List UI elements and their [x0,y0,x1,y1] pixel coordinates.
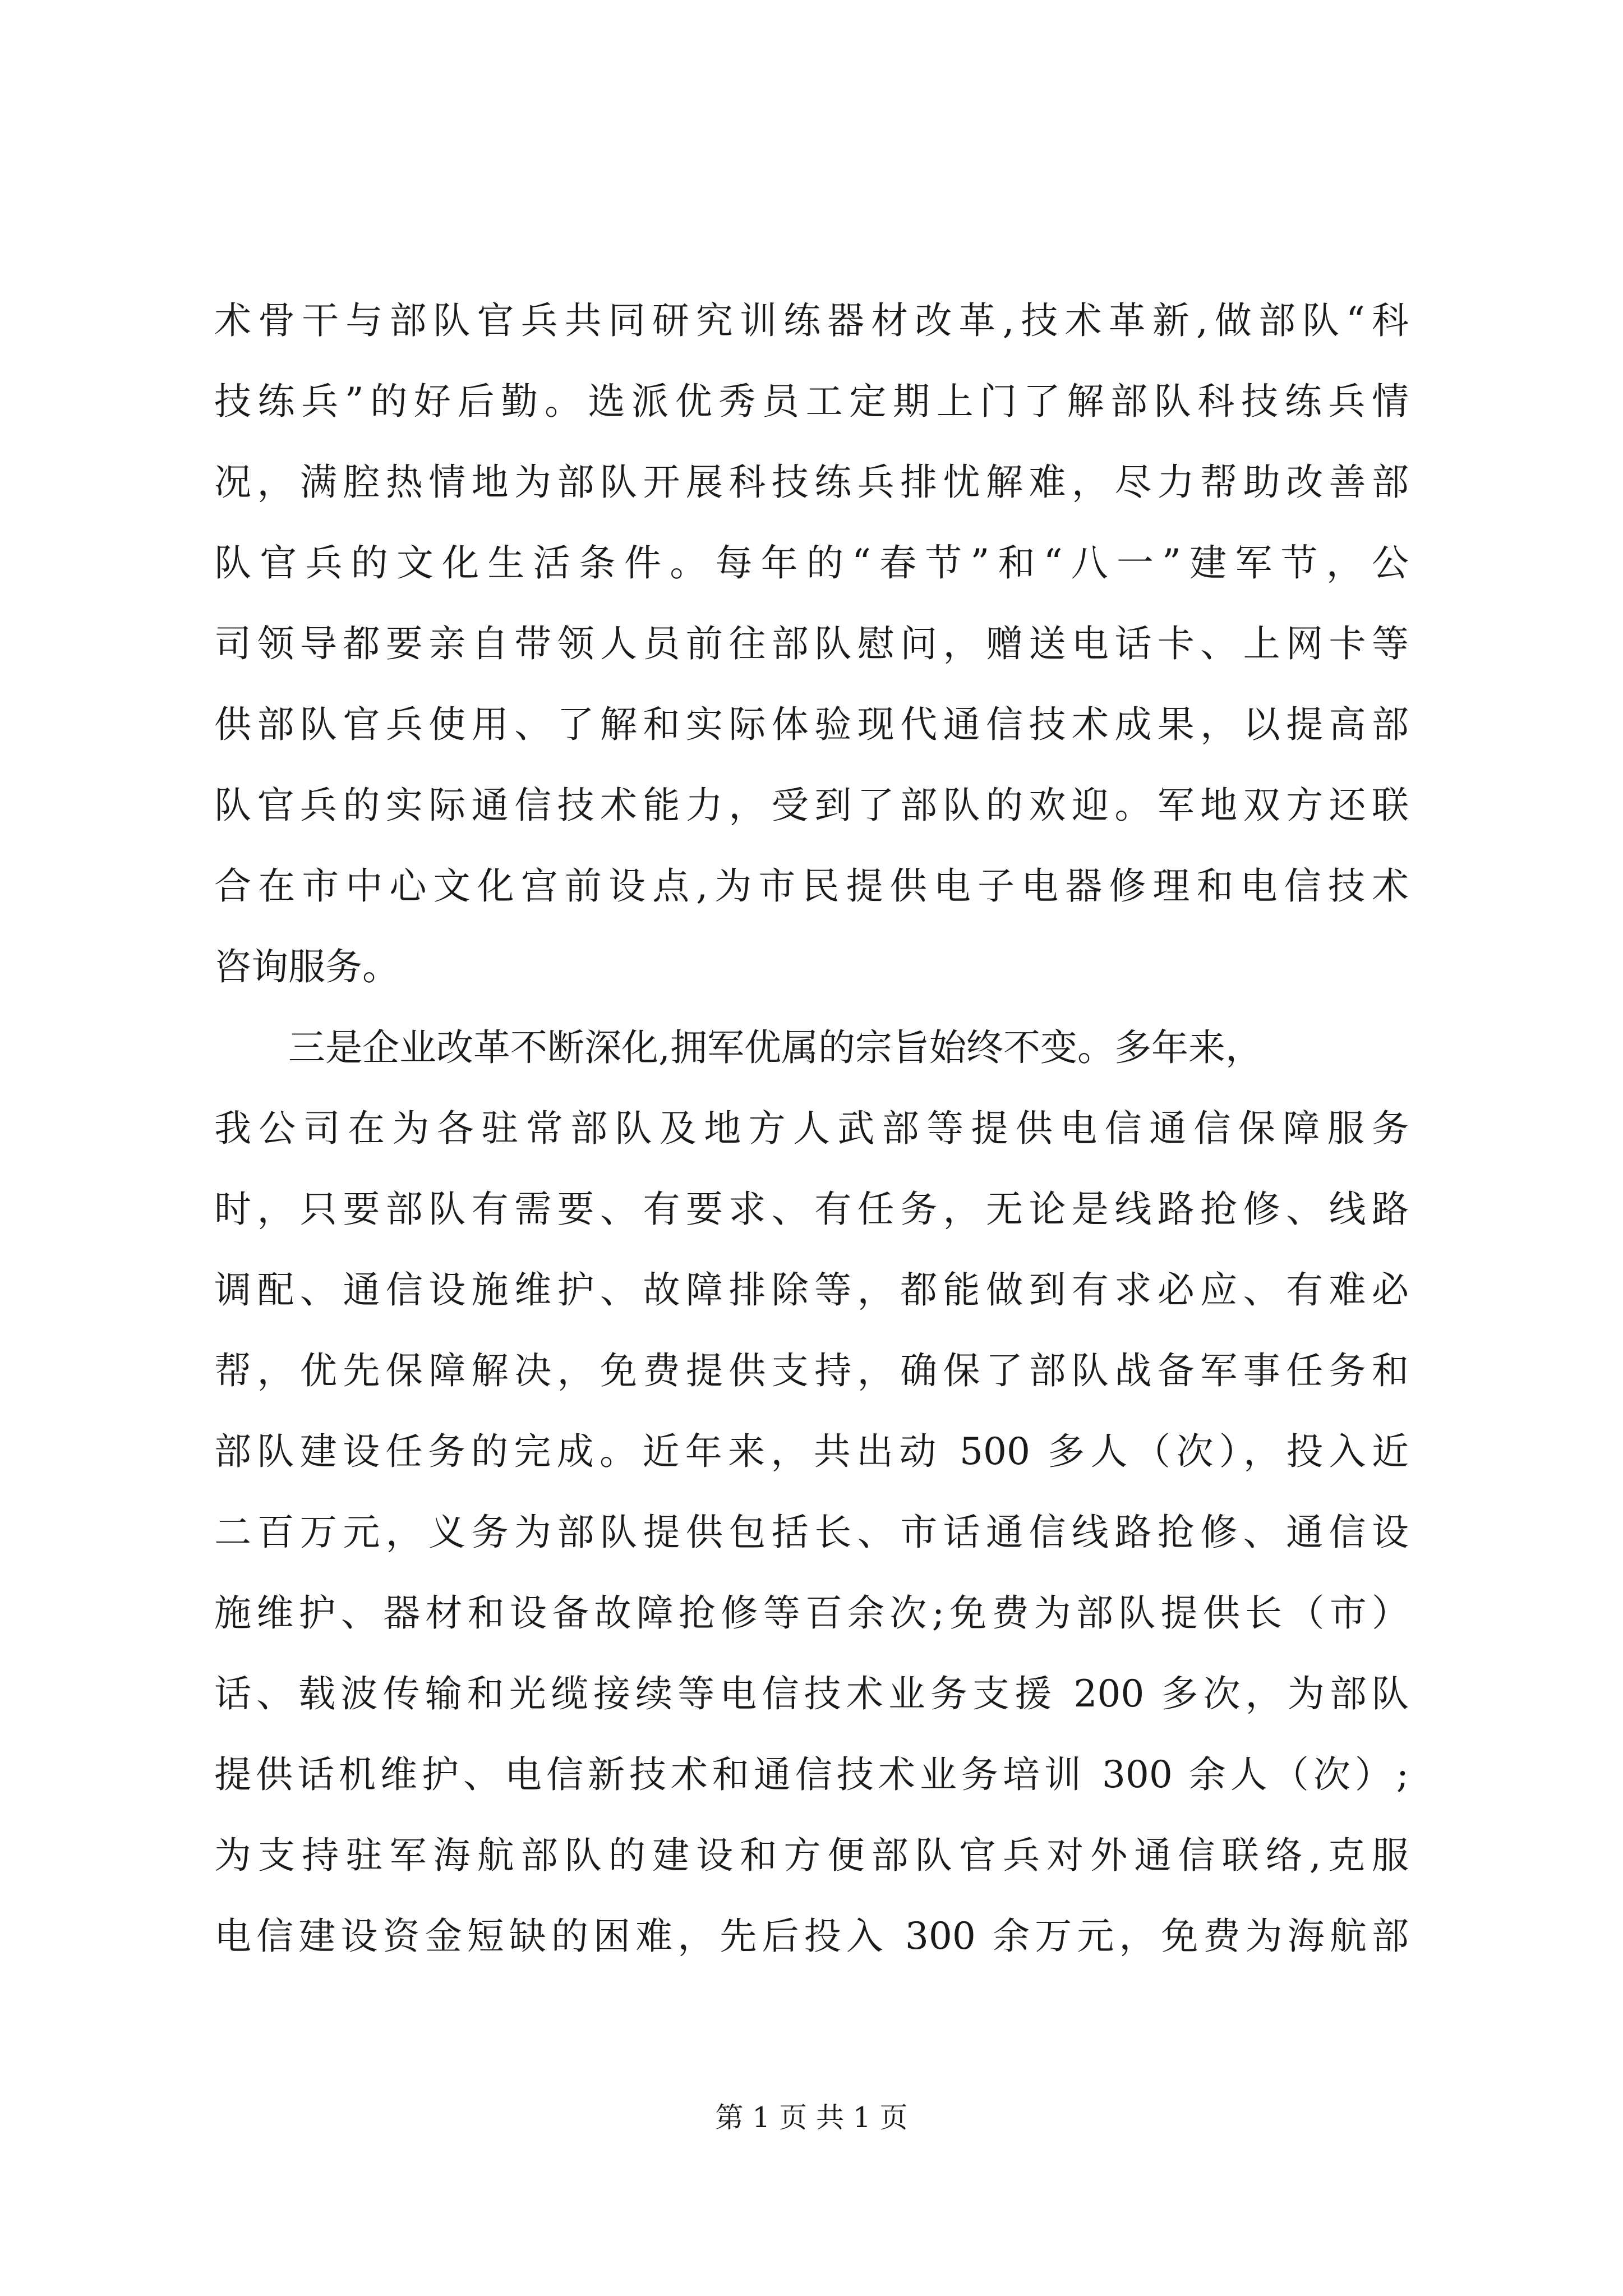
text-line: 提供话机维护、电信新技术和通信技术业务培训 300 余人（次）; [214,1753,1409,1796]
text-line: 况，满腔热情地为部队开展科技练兵排忧解难，尽力帮助改善部 [214,461,1409,504]
text-line: 队官兵的实际通信技术能力，受到了部队的欢迎。军地双方还联 [214,784,1409,827]
text-line: 我公司在为各驻常部队及地方人武部等提供电信通信保障服务 [214,1107,1409,1150]
text-line: 技练兵”的好后勤。选派优秀员工定期上门了解部队科技练兵情 [214,380,1409,423]
page-footer [0,2098,1623,2137]
text-line: 三是企业改革不断深化,拥军优属的宗旨始终不变。多年来， [288,1026,1262,1069]
text-line: 帮，优先保障解决，免费提供支持，确保了部队战备军事任务和 [214,1349,1409,1392]
text-line: 队官兵的文化生活条件。每年的“春节”和“八一”建军节，公 [214,541,1409,585]
text-line: 部队建设任务的完成。近年来，共出动 500 多人（次），投入近 [214,1430,1409,1473]
text-line: 为支持驻军海航部队的建设和方便部队官兵对外通信联络,克服 [214,1834,1409,1877]
text-line: 话、载波传输和光缆接续等电信技术业务支援 200 多次，为部队 [214,1672,1409,1715]
text-line: 司领导都要亲自带领人员前往部队慰问，赠送电话卡、上网卡等 [214,622,1409,665]
text-line: 供部队官兵使用、了解和实际体验现代通信技术成果，以提高部 [214,703,1409,746]
text-line: 电信建设资金短缺的困难，先后投入 300 余万元，免费为海航部 [214,1915,1409,1958]
text-line: 术骨干与部队官兵共同研究训练器材改革,技术革新,做部队“科 [214,299,1409,342]
page-number-label: 第 1 页 共 1 页 [715,2101,908,2134]
text-line: 合在市中心文化宫前设点,为市民提供电子电器修理和电信技术 [214,864,1409,908]
text-line: 调配、通信设施维护、故障排除等，都能做到有求必应、有难必 [214,1268,1409,1312]
text-line: 二百万元，义务为部队提供包括长、市话通信线路抢修、通信设 [214,1511,1409,1554]
document-body [214,280,1409,1977]
text-line: 咨询服务。 [214,945,399,988]
text-line: 施维护、器材和设备故障抢修等百余次;免费为部队提供长（市） [214,1591,1409,1635]
text-line: 时，只要部队有需要、有要求、有任务，无论是线路抢修、线路 [214,1188,1409,1231]
